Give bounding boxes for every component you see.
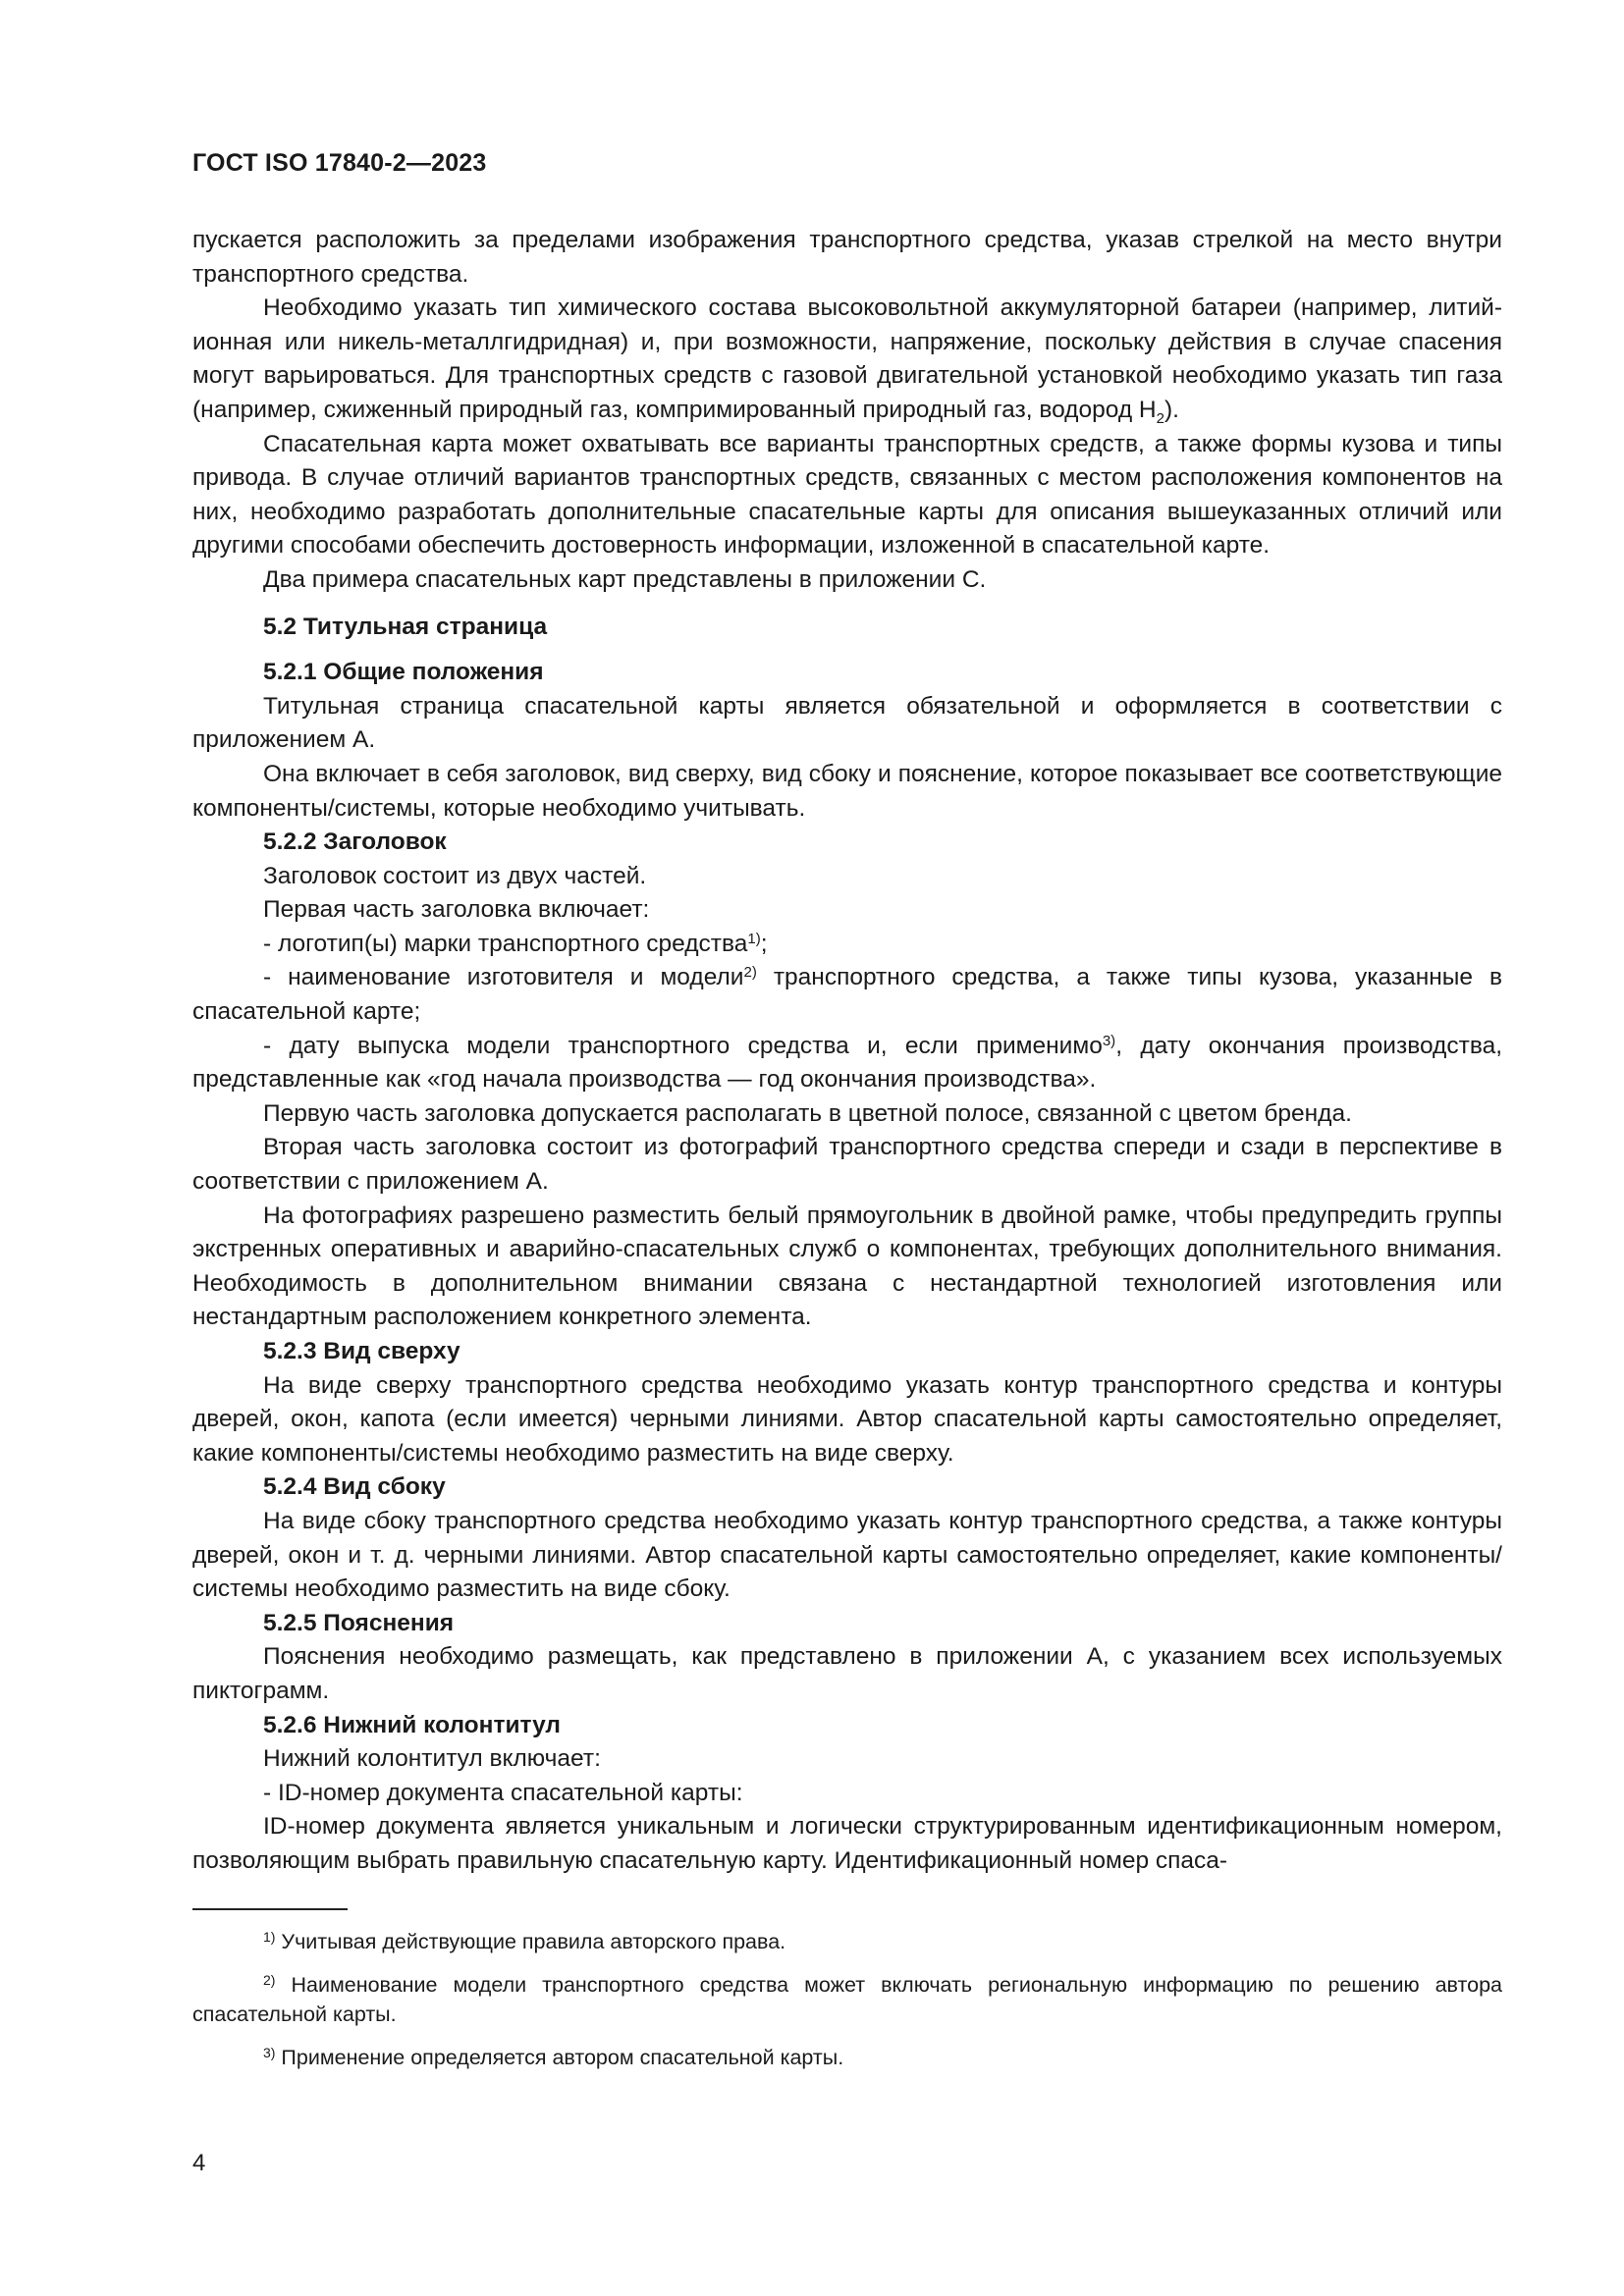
section-heading-5-2-5: 5.2.5 Пояснения bbox=[263, 1609, 455, 1636]
section-heading-5-2-4: 5.2.4 Вид сбоку bbox=[263, 1473, 446, 1501]
paragraph: Два примера спасательных карт представлены в приложении С. bbox=[263, 565, 987, 593]
paragraph: Пояснения необходимо размещать, как представлено в приложении А, с указанием всех используемых пиктограмм. bbox=[192, 1643, 1502, 1704]
footnote-ref: 1) bbox=[747, 930, 761, 947]
paragraph: На виде сбоку транспортного средства необходимо указать контур транспортного средства, а также контуры дверей, окон и т. д. черными линиями. Автор спасательной карты самостоятельно определяет, какие компоненты/системы необходимо разместить на виде сбоку. bbox=[192, 1507, 1502, 1603]
footnote-ref: 2) bbox=[743, 964, 757, 982]
list-item: - наименование изготовителя и модели$^{2)}$ транспортного средства, а также типы кузова, указанные в спасательной карте; bbox=[192, 964, 1502, 1026]
paragraph: Необходимо указать тип химического состава высоковольтной аккумуляторной батареи (например, литий-ионная или никель-металлгидридная) и, при возможности, напряжение, поскольку действия в случае спасения могут варьироваться. Для транспортных средств с газовой двигательной установкой необходимо указать тип газа (например, сжиженный природный газ, компримированный природный газ, водород $H_2$). bbox=[192, 294, 1502, 427]
list-item: - логотип(ы) марки транспортного средства$^{1)}$; bbox=[263, 930, 768, 957]
footnotes bbox=[192, 1927, 1502, 2086]
section-heading-5-2-2: 5.2.2 Заголовок bbox=[263, 828, 447, 856]
paragraph: Заголовок состоит из двух частей. bbox=[263, 862, 647, 889]
section-heading-5-2-3: 5.2.3 Вид сверху bbox=[263, 1338, 460, 1364]
paragraph: Первая часть заголовка включает: bbox=[263, 896, 650, 924]
paragraph: Спасательная карта может охватывать все варианты транспортных средств, а также формы кузова и типы привода. В случае отличий вариантов транспортных средств, связанных с местом расположения компонентов на них, необходимо разработать дополнительные спасательные карты для описания вышеуказанных отличий или другими способами обеспечить достоверность информации, изложенной в спасательной карте. bbox=[192, 430, 1502, 560]
main-text bbox=[192, 224, 1502, 1879]
list-item: - дату выпуска модели транспортного средства и, если применимо$^{3)}$, дату окончания производства, представленные как «год начала производства — год окончания производства». bbox=[192, 1032, 1502, 1094]
footnote-separator bbox=[192, 1908, 348, 1910]
subscript: 2 bbox=[1156, 409, 1164, 427]
paragraph: Вторая часть заголовка состоит из фотографий транспортного средства спереди и сзади в перспективе в соответствии с приложением А. bbox=[192, 1134, 1502, 1196]
paragraph: На фотографиях разрешено разместить белый прямоугольник в двойной рамке, чтобы предупредить группы экстренных оперативных и аварийно-спасательных служб о компонентах, требующих дополнительного внимания. Необходимость в дополнительном внимании связана с нестандартной технологией изготовления или нестандартным расположением конкретного элемента. bbox=[192, 1201, 1502, 1331]
document-header: ГОСТ ISO 17840-2—2023 bbox=[192, 149, 487, 177]
section-heading-5-2-6: 5.2.6 Нижний колонтитул bbox=[263, 1711, 561, 1738]
footnote: $^{2)}$ Наименование модели транспортного средства может включать региональную информацию по решению автора спасательной карты. bbox=[192, 1972, 1502, 2026]
paragraph: Нижний колонтитул включает: bbox=[263, 1745, 601, 1773]
footnote: $^{1)}$ Учитывая действующие правила авторского права. bbox=[263, 1929, 786, 1953]
paragraph: Первую часть заголовка допускается располагать в цветной полосе, связанной с цветом бренда. bbox=[263, 1099, 1352, 1127]
page-number: 4 bbox=[192, 2150, 206, 2176]
paragraph: пускается расположить за пределами изображения транспортного средства, указав стрелкой на место внутри транспортного средства. bbox=[192, 227, 1502, 288]
paragraph: Титульная страница спасательной карты является обязательной и оформляется в соответствии с приложением А. bbox=[192, 692, 1502, 754]
footnote: $^{3)}$ Применение определяется автором спасательной карты. bbox=[263, 2045, 844, 2069]
paragraph: На виде сверху транспортного средства необходимо указать контур транспортного средства и контуры дверей, окон, капота (если имеется) черными линиями. Автор спасательной карты самостоятельно определяет, какие компоненты/системы необходимо разместить на виде сверху. bbox=[192, 1371, 1502, 1467]
section-heading-5-2-1: 5.2.1 Общие положения bbox=[263, 659, 544, 686]
section-heading-5-2: 5.2 Титульная страница bbox=[263, 613, 548, 640]
paragraph: ID-номер документа является уникальным и логически структурированным идентификационным номером, позволяющим выбрать правильную спасательную карту. Идентификационный номер спаса- bbox=[192, 1813, 1502, 1874]
paragraph: Она включает в себя заголовок, вид сверху, вид сбоку и пояснение, которое показывает все соответствующие компоненты/системы, которые необходимо учитывать. bbox=[192, 760, 1502, 822]
list-item: - ID-номер документа спасательной карты: bbox=[263, 1779, 743, 1806]
footnote-ref: 3) bbox=[1102, 1032, 1116, 1049]
